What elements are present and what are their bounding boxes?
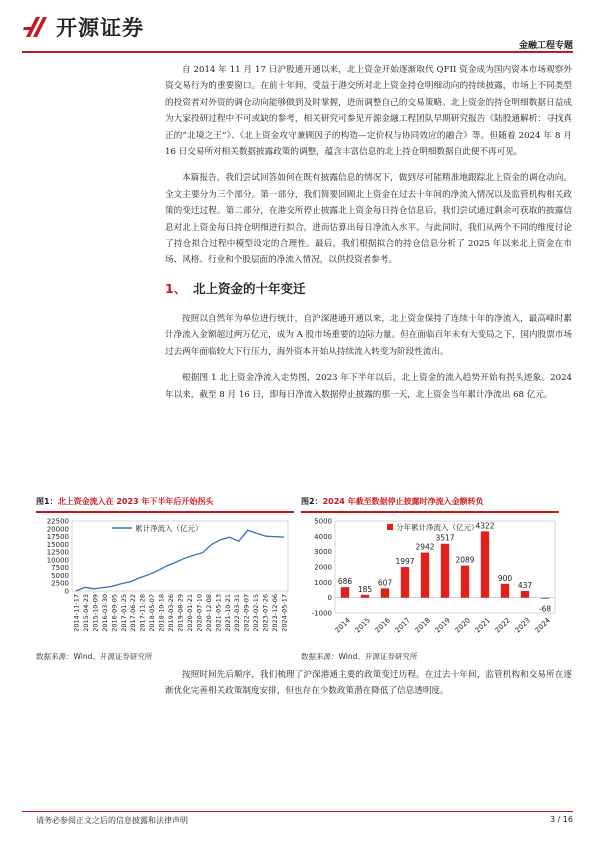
data-label: 437: [517, 580, 533, 590]
y-tick-label: 20000: [46, 525, 69, 534]
paragraph: 按照以自然年为单位进行统计，自沪深港通开通以来，北上资金保持了连续十年的净流入，最高峰时累计净流入金额超过两万亿元，成为 A 股市场重要的边际力量。但在面临百年未有大变局之下，国内股票市场过去两年面临较大下行压力，海外资本开始从持续流入转变为阶段性流出。: [165, 313, 572, 357]
x-tick-label: 2019-08-29: [176, 594, 185, 632]
y-tick-label: 0: [64, 587, 69, 596]
x-tick-label: 2017: [393, 616, 412, 635]
x-tick-label: 2022: [493, 616, 512, 635]
figure-label: 图2：: [301, 497, 323, 506]
document-type: 金融工程专题: [518, 41, 573, 51]
after-figure-text: [165, 667, 572, 710]
bar: [501, 584, 509, 598]
x-tick-label: 2017-06-22: [129, 594, 138, 632]
bar: [461, 566, 469, 598]
data-label: -68: [538, 604, 552, 614]
y-tick-label: 0: [327, 594, 332, 603]
paragraph: 自 2014 年 11 月 17 日沪股通开通以来，北上资金开始逐渐取代 QFII 资金成为国内资本市场观察外资交易行为的重要窗口。在前十年间，受益于港交所对北上资金持仓明细动向的持续披露，市场上不同类型的投资者对外资的调仓动向能够做到及时掌握，进而调整自己的交易策略。北上资金的持仓明细数据日益成为大家投研过程中不可或缺的参考，相关研究可参见开源金融工程团队早期研究报告《陆股通解析：寻找真正的“北境之王”》、《北上资金攻守兼顾因子的构造—定价权与协同效应的融合》等。但随着 2024 年 8 月 16 日交易所对相关数据披露政策的调整，蕴含丰富信息的北上持仓明细数据自此便不再可见。: [165, 65, 572, 158]
figure-1: [36, 496, 294, 662]
x-tick-label: 2014: [333, 616, 352, 635]
x-tick-label: 2022-09-07: [242, 594, 251, 632]
data-label: 686: [337, 577, 353, 587]
y-tick-label: 5000: [51, 571, 69, 580]
x-tick-label: 2020: [453, 616, 472, 635]
x-tick-label: 2018-10-18: [157, 594, 166, 632]
data-label: 2089: [455, 555, 475, 565]
bar: [541, 598, 549, 599]
y-tick-label: 12500: [46, 548, 69, 557]
bar: [401, 567, 409, 598]
section-number: 1、: [165, 280, 187, 296]
paragraph: 按照时间先后顺序，我们梳理了沪深港通主要的政策变迁历程。在过去十年间，监管机构和交易所在逐渐优化完善相关政策制度安排，但也存在少数政策潜在降低了信息透明度。: [165, 670, 572, 697]
header-rule: [22, 51, 573, 53]
bar: [521, 591, 529, 598]
data-label: 607: [377, 578, 393, 588]
bar: [441, 544, 449, 598]
x-tick-label: 2020-12-08: [204, 594, 213, 632]
legend-swatch: [387, 524, 393, 530]
logo-text: 开源证券: [56, 16, 144, 40]
x-tick-label: 2017-11-28: [138, 594, 147, 632]
x-tick-label: 2016-03-30: [100, 594, 109, 632]
y-tick-label: 10000: [46, 556, 69, 565]
section-title: 北上资金的十年变迁: [193, 280, 306, 296]
y-tick-label: 17500: [46, 533, 69, 542]
x-tick-label: 2019: [433, 616, 452, 635]
y-tick-label: -1000: [311, 609, 332, 618]
x-tick-label: 2021: [473, 616, 492, 635]
figure-title: 2024 年截至数据停止披露时净流入金额转负: [322, 497, 484, 506]
x-tick-label: 2015-10-09: [91, 594, 100, 632]
section-heading: [165, 279, 572, 297]
x-tick-label: 2016: [373, 616, 392, 635]
bar: [341, 587, 349, 598]
line-chart: [36, 513, 294, 645]
bar-chart: [301, 513, 559, 645]
footer-disclaimer: 请务必参阅正文之后的信息披露和法律声明: [36, 816, 188, 825]
legend-label: 累计净流入（亿元）: [135, 524, 203, 533]
bar: [381, 588, 389, 597]
x-tick-label: 2022-03-31: [233, 594, 242, 632]
y-tick-label: 15000: [46, 540, 69, 549]
figure-source: 数据来源：Wind、开源证券研究所: [36, 652, 153, 661]
y-tick-label: 4000: [314, 532, 332, 541]
x-tick-label: 2024-05-17: [280, 594, 289, 632]
x-tick-label: 2023: [513, 616, 532, 635]
data-label: 3517: [435, 533, 455, 543]
x-tick-label: 2021-10-21: [223, 594, 232, 632]
legend-label: 分年累计净流入（亿元）: [396, 523, 479, 532]
x-tick-label: 2023-02-15: [252, 594, 261, 632]
main-content: [165, 62, 572, 413]
figure-row: [36, 496, 559, 662]
y-tick-label: 22500: [46, 517, 69, 526]
y-tick-label: 2000: [314, 563, 332, 572]
x-tick-label: 2021-05-13: [214, 594, 223, 632]
y-tick-label: 3000: [314, 548, 332, 557]
x-tick-label: 2018: [413, 616, 432, 635]
x-tick-label: 2015-04-23: [81, 594, 90, 632]
figure-2: [301, 496, 559, 662]
y-tick-label: 5000: [314, 517, 332, 526]
bar: [481, 531, 489, 597]
page-number: 3 / 16: [549, 815, 573, 824]
bar: [361, 595, 369, 598]
paragraph: 本篇报告，我们尝试回答如何在既有披露信息的情况下，做到尽可能精准地跟踪北上资金的调仓动向。全文主要分为三个部分。第一部分，我们简要回顾北上资金在过去十年间的净流入情况以及监管机构相关政策的变迁过程。第二部分，在港交所停止披露北上资金每日持仓信息后，我们尝试通过剩余可获取的披露信息对北上资金每日持仓明细进行拟合，进而估算出每日净流入水平。与此同时，我们从两个不同的维度讨论了持仓拟合过程中模型设定的合理性。最后，我们根据拟合的持仓信息分析了 2025 年以来北上资金在市场、风格、行业和个股层面的净流入情况，以供投资者参考。: [165, 173, 572, 266]
x-tick-label: 2019-03-26: [167, 594, 176, 632]
data-label: 900: [497, 573, 513, 583]
x-tick-label: 2016-09-05: [110, 594, 119, 632]
footer-rule: [22, 811, 573, 812]
x-tick-label: 2023-12-06: [271, 594, 280, 632]
company-logo: [22, 12, 144, 42]
x-tick-label: 2015: [353, 616, 372, 635]
x-tick-label: 2024: [533, 616, 552, 635]
paragraph: 根据图 1 北上资金净流入走势图，2023 年下半年以后，北上资金的流入趋势开始有拐头迹象。2024 年以来，截至 8 月 16 日，即每日净流入数据停止披露的那一天，北上资金当年累计净流出 68 亿元。: [165, 373, 572, 400]
bar: [421, 553, 429, 598]
data-label: 185: [357, 584, 373, 594]
x-tick-label: 2017-01-25: [119, 594, 128, 632]
y-tick-label: 2500: [51, 579, 69, 588]
data-label: 1997: [395, 557, 415, 567]
y-tick-label: 7500: [51, 564, 69, 573]
data-label: 4322: [475, 521, 495, 531]
data-label: 2942: [415, 542, 435, 552]
figure-label: 图1：: [36, 497, 58, 506]
figure-title: 北上资金流入在 2023 年下半年后开始拐头: [57, 497, 214, 506]
y-tick-label: 1000: [314, 578, 332, 587]
x-tick-label: 2014-11-17: [72, 594, 81, 632]
figure-caption: [36, 496, 294, 513]
series-line: [76, 530, 284, 591]
figure-caption: [301, 496, 559, 513]
x-tick-label: 2023-07-26: [261, 594, 270, 632]
logo-mark-icon: [22, 13, 52, 41]
x-tick-label: 2020-07-10: [195, 594, 204, 632]
figure-source: 数据来源：Wind、开源证券研究所: [301, 652, 418, 661]
x-tick-label: 2020-01-21: [185, 594, 194, 632]
x-tick-label: 2018-05-07: [148, 594, 157, 632]
